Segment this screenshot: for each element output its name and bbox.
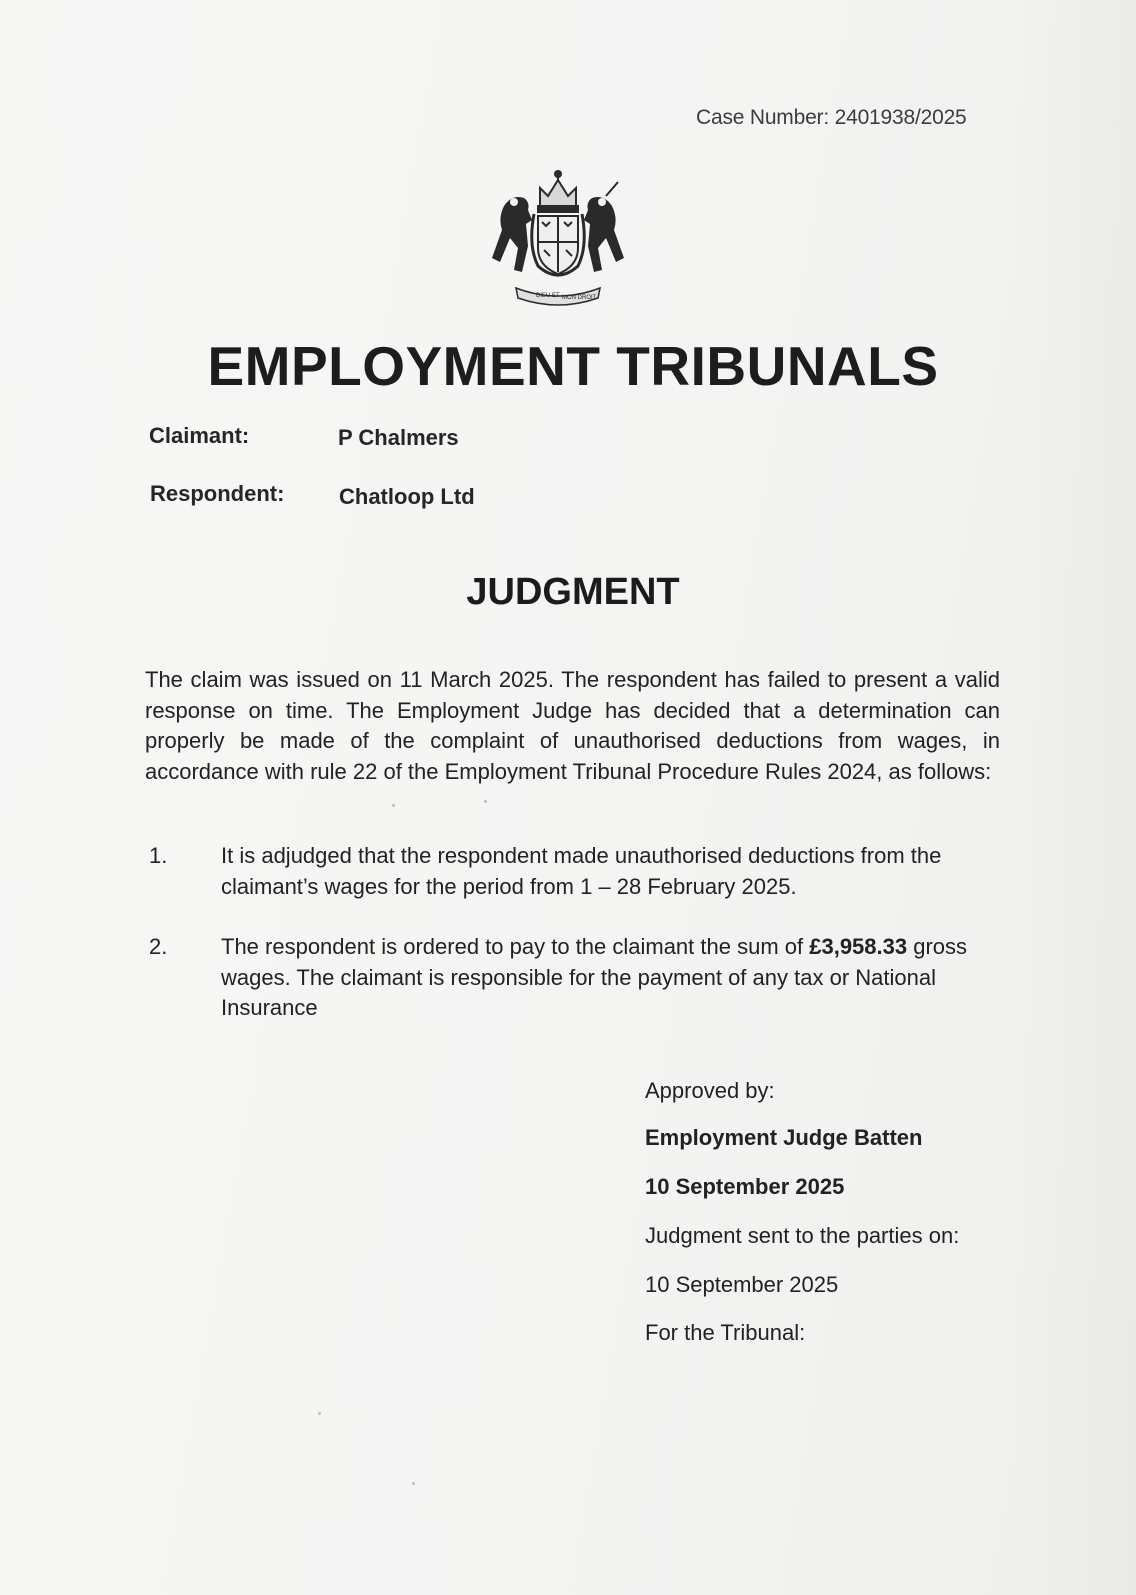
page-title: EMPLOYMENT TRIBUNALS [207, 335, 939, 397]
paper-speck [318, 1412, 321, 1415]
for-tribunal-label: For the Tribunal: [645, 1320, 806, 1345]
award-amount: £3,958.33 [809, 934, 908, 959]
respondent-value: Chatloop Ltd [339, 484, 475, 509]
royal-coat-of-arms-icon [488, 166, 628, 306]
sent-to-parties-label: Judgment sent to the parties on: [645, 1223, 960, 1248]
judgment-heading: JUDGMENT [466, 571, 680, 613]
paper-speck [484, 800, 487, 803]
motto-left: DIEU ET [536, 293, 560, 299]
motto-right: MON DROIT [562, 295, 597, 301]
paper-speck [412, 1482, 415, 1485]
item-number: 2. [149, 934, 168, 959]
approved-by-label: Approved by: [645, 1078, 775, 1103]
item-number: 1. [149, 843, 168, 868]
intro-paragraph: The claim was issued on 11 March 2025. The respondent has failed to present a valid response on time. The Employment Judge has decided that a determination can properly be made of the complaint of unauthorised deductions from wages, in accordance with rule 22 of the Employment Tribunal Procedure Rules 2024, as follows: [145, 667, 1000, 784]
sent-date: 10 September 2025 [645, 1272, 839, 1297]
item-text-before: The respondent is ordered to pay to the claimant the sum of [221, 934, 810, 959]
judge-name: Employment Judge Batten [645, 1125, 923, 1150]
claimant-value: P Chalmers [338, 425, 459, 450]
case-number: Case Number: 2401938/2025 [696, 106, 967, 129]
claimant-label: Claimant: [149, 423, 250, 448]
paper-speck [392, 804, 395, 807]
item-text [221, 932, 1006, 1024]
respondent-label: Respondent: [150, 481, 285, 506]
item-text-after: gross wages. The claimant is responsible for the payment of any tax or National Insurance [221, 934, 968, 1020]
approval-date: 10 September 2025 [645, 1174, 845, 1199]
item-text: It is adjudged that the respondent made unauthorised deductions from the claimant’s wages for the period from 1 – 28 February 2025. [221, 843, 942, 899]
